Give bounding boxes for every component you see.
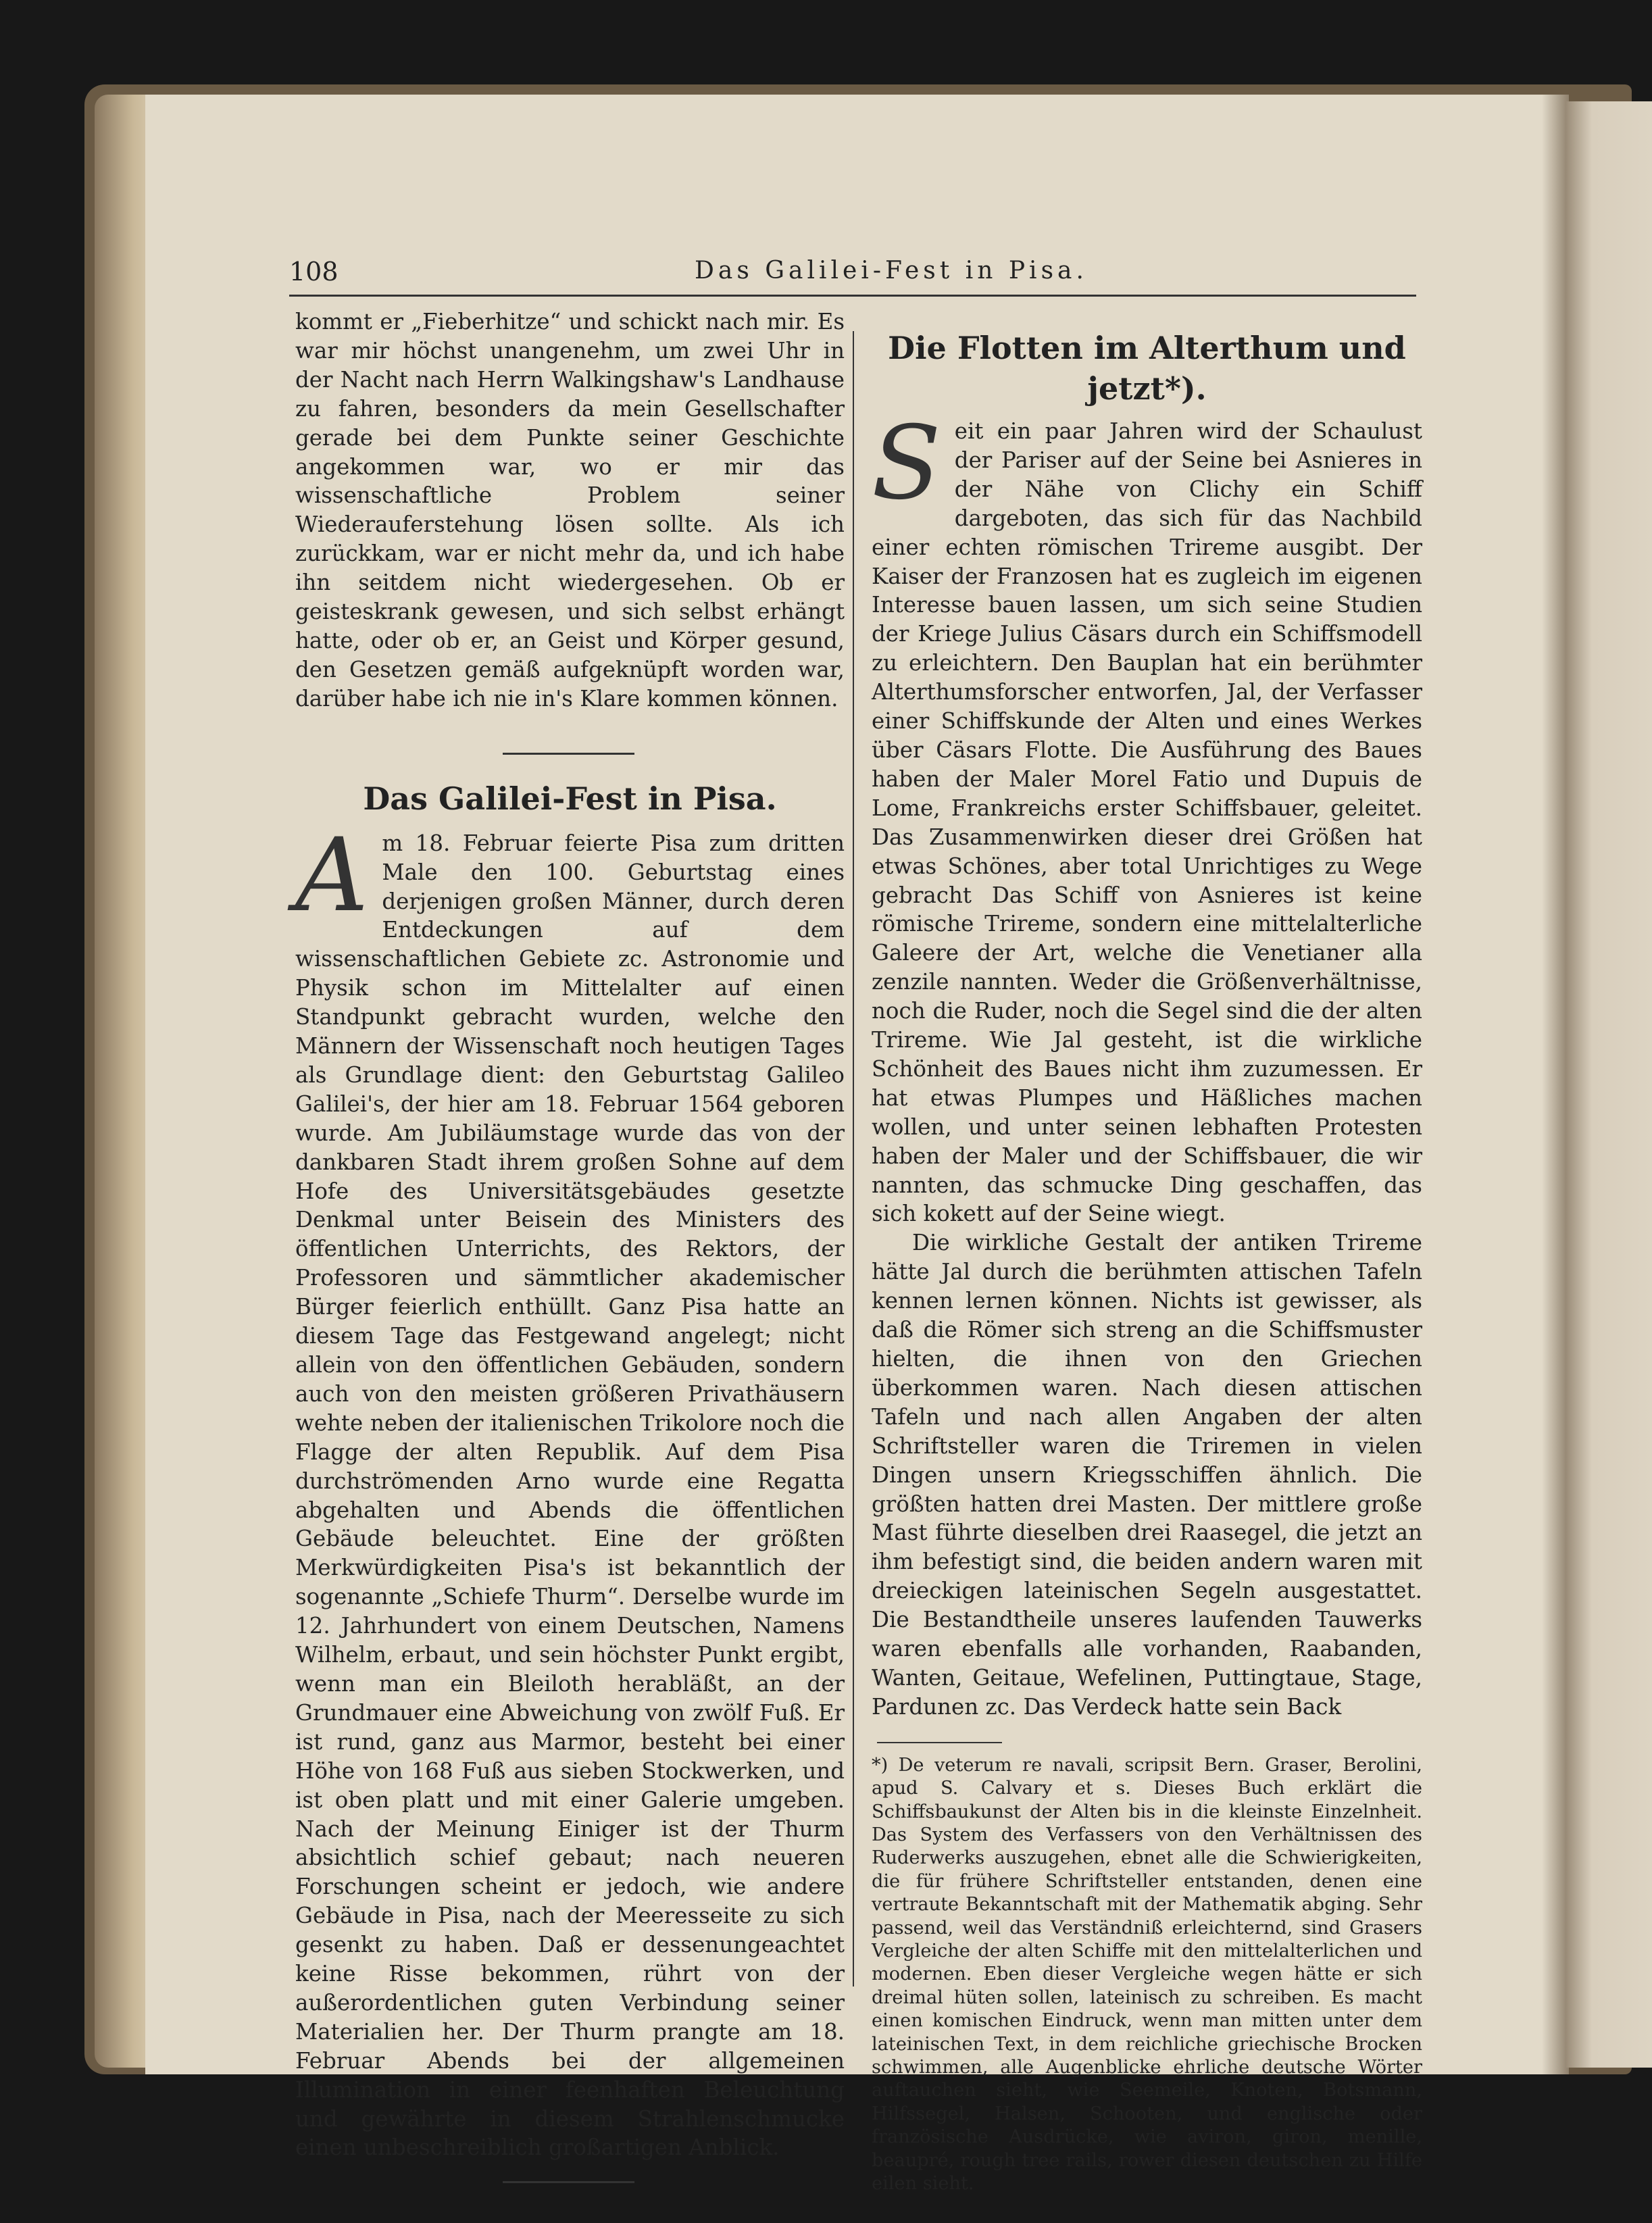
header-rule xyxy=(289,295,1416,297)
section-separator xyxy=(503,753,634,755)
page-gutter xyxy=(1542,95,1569,2074)
article-paragraph-1 xyxy=(872,405,1422,1228)
story-ending-paragraph: kommt er „Fieberhitze“ und schickt nach mir. Es war mir höchst unangenehm, um zwei Uhr in der Nacht nach Herrn Walkingshaw's Landhause zu fahren, besonders da mein Gesellschafter gerade bei dem Punkte seiner Geschichte angekommen war, wo er mir das wissenschaftliche Problem seiner Wiederauferstehung lösen sollte. Als ich zurückkam, war er nicht mehr da, und ich habe ihn seitdem nicht wiedergesehen. Ob er geisteskrank gewesen, und sich selbst erhängt hatte, oder ob er, an Geist und Körper gesund, den Gesetzen gemäß aufgeknüpft worden war, darüber habe ich nie in's Klare kommen können. xyxy=(295,309,845,711)
running-head: Das Galilei-Fest in Pisa. xyxy=(695,257,1088,284)
facing-page-edge xyxy=(1566,101,1652,2068)
right-column xyxy=(872,328,1422,2196)
footnote-rule xyxy=(877,1742,1002,1743)
article-body-galilei xyxy=(295,816,845,2163)
article-title-flotten: Die Flotten im Alterthum und jetzt*). xyxy=(888,330,1406,407)
dropcap-a: A xyxy=(295,816,369,934)
article-text-flotten-1: eit ein paar Jahren wird der Schaulust der Pariser auf der Seine bei Asnieres in der Nähe von Clichy ein Schiff dargeboten, das sich für das Nachbild einer echten römischen Trireme ausgibt. Der Kaiser der Franzosen hat es zugleich im eigenen Interesse bauen lassen, um sich seine Studien der Kriege Julius Cäsars durch ein Schiffsmodell zu erleichtern. Den Bauplan hat ein berühmter Alterthumsforscher entworfen, Jal, der Verfasser einer Schiffskunde der Alten und eines Werkes über Cäsars Flotte. Die Ausführung des Baues haben der Maler Morel Fatio und Dupuis de Lome, Frankreichs erster Schiffsbauer, geleitet. Das Zusammenwirken dieser drei Größen hat etwas Schönes, aber total Unrichtiges zu Wege gebracht Das Schiff von Asnieres ist keine römische Trireme, sondern eine mittelalterliche Galeere der Art, welche die Venetianer alla zenzile nannten. Weder die Größenverhältnisse, noch die Ruder, noch die Segel sind die der alten Trireme. Wie Jal gesteht, ist die wirkliche Schönheit des Baues nicht ihm zuzumessen. Er hat etwas Plumpes und Häßliches machen wollen, und unter seinen lebhaften Protesten haben der Maler und der Schiffsbauer, die wir nannten, das schmucke Ding geschaffen, das sich kokett auf der Seine wiegt. xyxy=(872,418,1422,1227)
column-rule xyxy=(853,331,854,1987)
article-text-galilei: m 18. Februar feierte Pisa zum dritten Male den 100. Geburtstag eines derjenigen großen Männer, durch deren Entdeckungen auf dem wissenschaftlichen Gebiete zc. Astronomie und Physik schon im Mittelalter auf einen Standpunkt gebracht wurden, welche den Männern der Wissenschaft noch heutigen Tages als Grundlage dient: den Geburtstag Galileo Galilei's, der hier am 18. Februar 1564 geboren wurde. Am Jubiläumstage wurde das von der dankbaren Stadt ihrem großen Sohne auf dem Hofe des Universitätsgebäudes gesetzte Denkmal unter Beisein des Ministers des öffentlichen Unterrichts, des Rektors, der Professoren und sämmtlicher akademischer Bürger feierlich enthüllt. Ganz Pisa hatte an diesem Tage das Festgewand angelegt; nicht allein von den öffentlichen Gebäuden, sondern auch von den meisten größeren Privathäusern wehte neben der italienischen Trikolore noch die Flagge der alten Republik. Auf dem Pisa durchströmenden Arno wurde eine Regatta abgehalten und Abends die öffentlichen Gebäude beleuchtet. Eine der größten Merkwürdigkeiten Pisa's ist bekanntlich der sogenannte „Schiefe Thurm“. Derselbe wurde im 12. Jahrhundert von einem Deutschen, Namens Wilhelm, erbaut, und sein höchster Punkt ergibt, wenn man ein Bleiloth herabläßt, an der Grundmauer eine Abweichung von zwölf Fuß. Er ist rund, ganz aus Marmor, besteht bei einer Höhe von 168 Fuß aus sieben Stockwerken, und ist oben platt und mit einer Galerie umgeben. Nach der Meinung Einiger ist der Thurm absichtlich schief gebaut; nach neueren Forschungen scheint er jedoch, wie andere Gebäude in Pisa, nach der Meeresseite zu sich gesenkt zu haben. Daß er dessenungeachtet keine Risse bekommen, rührt von der außerordentlichen guten Verbindung seiner Materialien her. Der Thurm prangte am 18. Februar Abends bei der allgemeinen Illumination in einer feenhaften Beleuchtung und gewährte in diesem Strahlenschmucke einen unbeschreiblich großartigen Anblick. xyxy=(295,830,845,2161)
left-column xyxy=(295,307,845,2183)
dropcap-s: S xyxy=(872,405,941,522)
section-separator-end xyxy=(503,2181,634,2183)
footnote: *) De veterum re navali, scripsit Bern. Graser, Berolini, apud S. Calvary et s. Dieses Buch erklärt die Schiffsbaukunst der Alten bis in die kleinste Einzelnheit. Das System des Verfassers von den Verhältnissen des Ruderwerks auszugehen, ebnet alle die Schwierigkeiten, die für frühere Schriftsteller entstanden, denen eine vertraute Bekanntschaft mit der Mathematik abging. Sehr passend, weil das Verständniß erleichternd, sind Grasers Vergleiche der alten Schiffe mit den mittelalterlichen und modernen. Eben dieser Vergleiche wegen hätte er sich dreimal hüten sollen, lateinisch zu schreiben. Es macht einen komischen Eindruck, wenn man mitten unter dem lateinischen Text, in dem reichliche griechische Brocken schwimmen, alle Augenblicke ehrliche deutsche Wörter auftauchen sieht, wie Seemeile, Knoten, Botsmann, Hilfssegel, Halsen, Schooten, und englische oder französische Ausdrücke, wie aviron, giron, menille, beaupré, rough tree rails, rower diesen deutschen zu Hilfe eilen sieht. xyxy=(872,1754,1422,2195)
page-header xyxy=(289,257,1416,291)
page-number: 108 xyxy=(289,257,339,286)
article-paragraph-2: Die wirkliche Gestalt der antiken Trireme hätte Jal durch die berühmten attischen Tafeln kennen lernen können. Nichts ist gewisser, als daß die Römer sich streng an die Schiffsmuster hielten, die ihnen von den Griechen überkommen waren. Nach diesen attischen Tafeln und nach allen Angaben der alten Schriftsteller waren die Triremen in vielen Dingen unsern Kriegsschiffen ähnlich. Die größten hatten drei Masten. Der mittlere große Mast führte dieselben drei Raasegel, die jetzt an ihm befestigt sind, die beiden andern waren mit dreieckigen lateinischen Segeln ausgestattet. Die Bestandtheile unseres laufenden Tauwerks waren ebenfalls alle vorhanden, Raabanden, Wanten, Geitaue, Wefelinen, Puttingtaue, Stage, Pardunen zc. Das Verdeck hatte sein Back xyxy=(872,1230,1422,1720)
article-title-galilei: Das Galilei-Fest in Pisa. xyxy=(363,780,777,817)
